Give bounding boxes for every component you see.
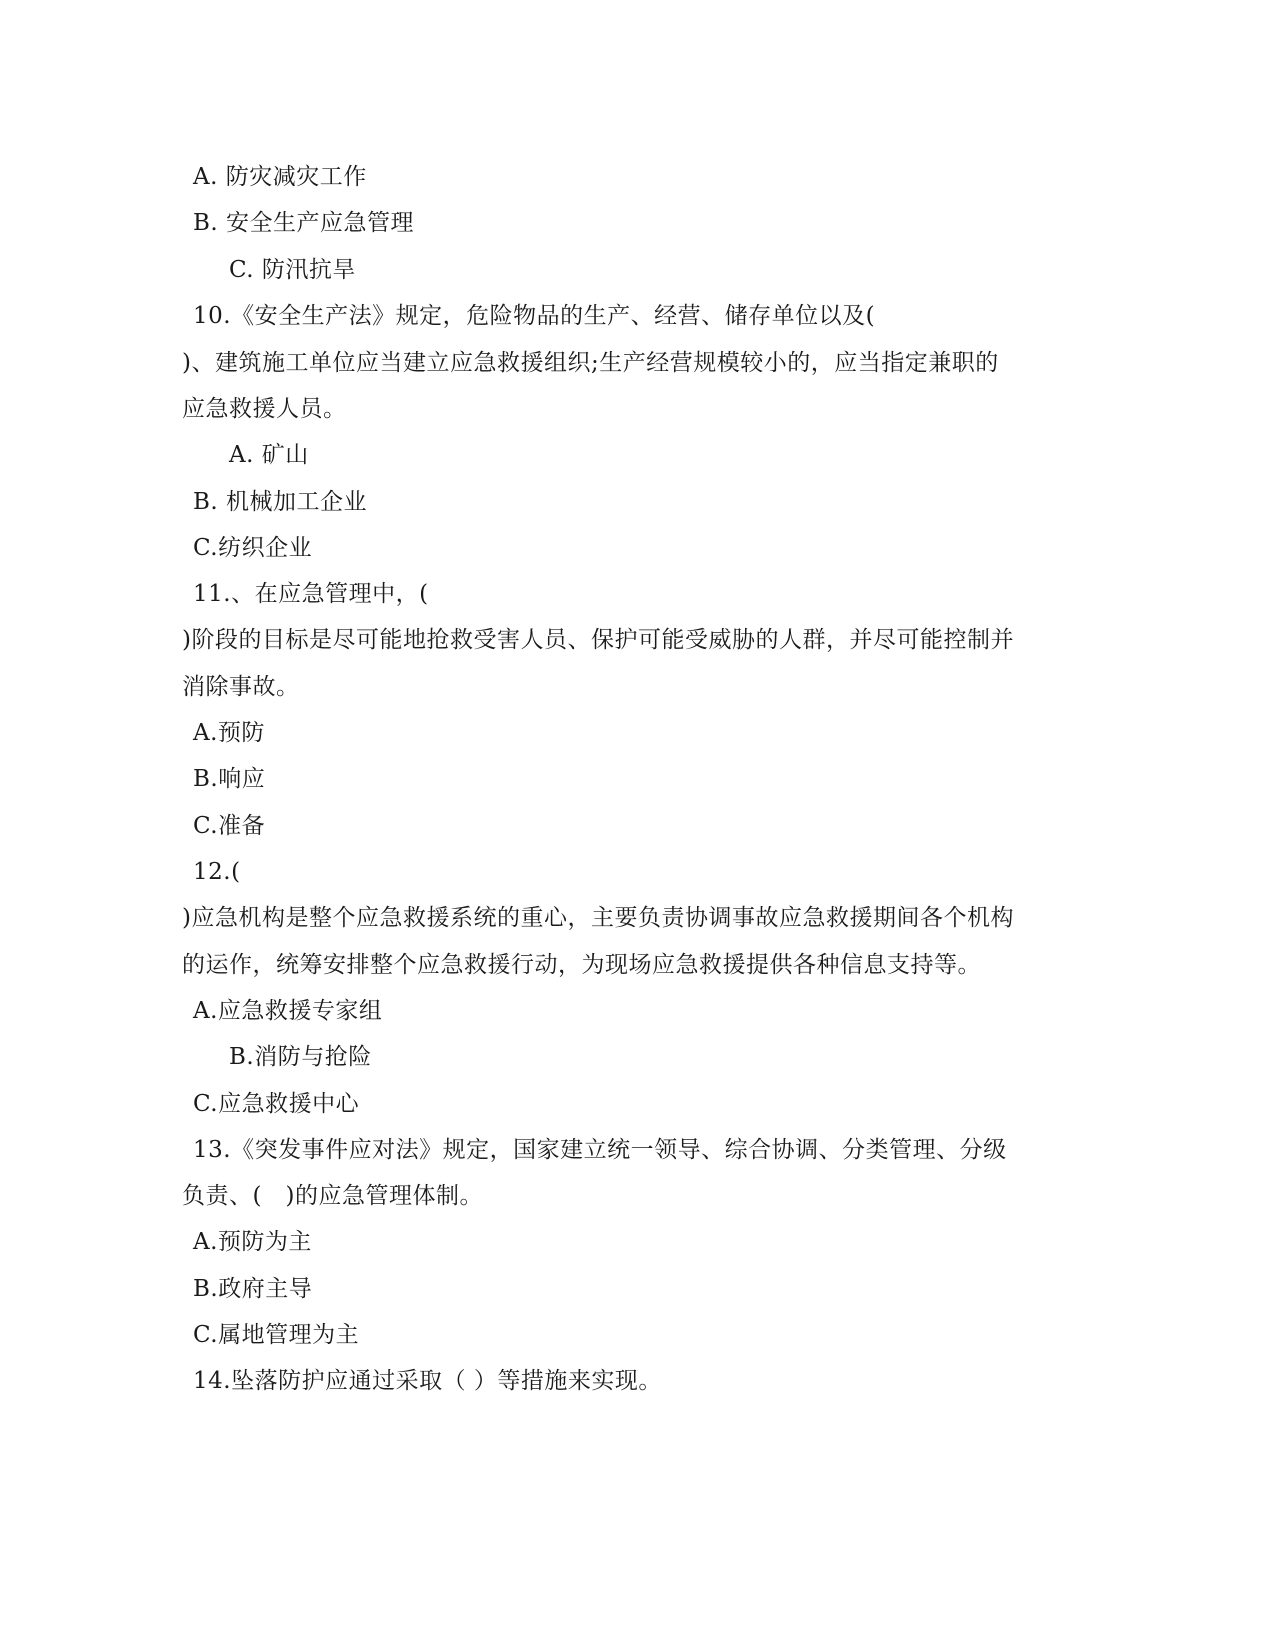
question-11-text: )阶段的目标是尽可能地抢救受害人员、保护可能受威胁的人群，并尽可能控制并	[182, 627, 1014, 653]
option-a: A. 防灾减灾工作	[193, 164, 367, 190]
question-12: 12.(	[193, 859, 241, 885]
option-b: B.政府主导	[193, 1276, 313, 1302]
question-10: 10.《安全生产法》规定，危险物品的生产、经营、储存单位以及(	[193, 303, 876, 329]
question-10-text: )、建筑施工单位应当建立应急救援组织;生产经营规模较小的，应当指定兼职的	[182, 350, 999, 376]
option-c: C.属地管理为主	[193, 1322, 360, 1348]
option-b: B. 机械加工企业	[193, 489, 368, 515]
question-12-text: 的运作，统筹安排整个应急救援行动，为现场应急救援提供各种信息支持等。	[182, 952, 981, 978]
option-c: C.应急救援中心	[193, 1091, 360, 1117]
option-a: A.应急救援专家组	[193, 998, 383, 1024]
question-11-text: 消除事故。	[182, 674, 300, 700]
question-13: 13.《突发事件应对法》规定，国家建立统一领导、综合协调、分类管理、分级	[193, 1137, 1007, 1163]
option-a: A.预防	[193, 720, 265, 746]
question-12-text: )应急机构是整个应急救援系统的重心，主要负责协调事故应急救援期间各个机构	[182, 905, 1014, 931]
option-c: C.准备	[193, 813, 266, 839]
question-13-text: 负责、( )的应急管理体制。	[182, 1183, 483, 1209]
option-c: C.纺织企业	[193, 535, 313, 561]
option-b: B.响应	[193, 766, 266, 792]
question-14: 14.坠落防护应通过采取（ ）等措施来实现。	[193, 1368, 662, 1394]
option-b: B.消防与抢险	[229, 1044, 372, 1070]
question-11: 11.、在应急管理中，(	[193, 581, 429, 607]
option-a: A. 矿山	[229, 442, 309, 468]
question-10-text: 应急救援人员。	[182, 396, 347, 422]
option-a: A.预防为主	[193, 1229, 312, 1255]
option-c: C. 防汛抗旱	[229, 257, 356, 283]
option-b: B. 安全生产应急管理	[193, 210, 415, 236]
